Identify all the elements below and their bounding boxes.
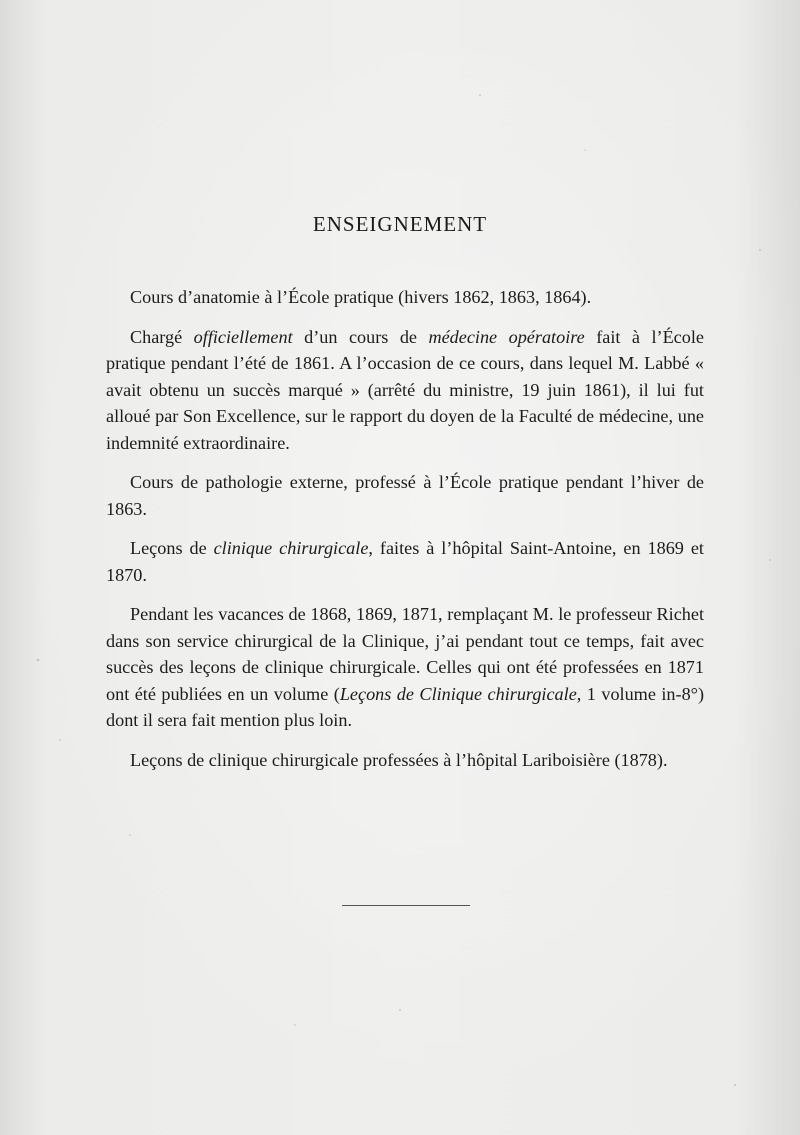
paragraph: [106, 284, 704, 311]
text-segment: Cours d’anatomie à l’École pratique (hivers 1862, 1863, 1864).: [130, 287, 592, 307]
italic-text: médecine opératoire: [428, 326, 585, 347]
page-title: ENSEIGNEMENT: [312, 212, 488, 236]
text-segment: , faites à l’hôpital Saint-Antoine, en 1869 et 1870.: [106, 538, 704, 585]
paragraph: [106, 535, 704, 588]
text-segment: Leçons de clinique chirurgicale professées à l’hôpital Lariboisière (1878).: [130, 749, 668, 770]
section-divider: [342, 905, 470, 906]
paragraph: [106, 324, 704, 457]
text-segment: Pendant les vacances de 1868, 1869, 1871, remplaçant M. le professeur Richet dans son service chirurgical de la Clinique, j’ai pendant tout ce temps, fait avec succès des leçons de clinique chirurgicale. Celles qui ont été professées en 1871 ont été publiées en un volume (: [106, 604, 704, 704]
text-segment: d’un cours de: [292, 326, 429, 347]
text-segment: Cours de pathologie externe, professé à l’École pratique pendant l’hiver de 1863.: [106, 472, 704, 519]
text-segment: fait à l’École pratique pendant l’été de 1861. A l’occasion de ce cours, dans lequel M. Labbé « avait obtenu un succès marqué » (arrêté du ministre, 19 juin 1861), il lui fut alloué par Son Excellence, sur le rapport du doyen de la Faculté de médecine, une indemnité extraordinaire.: [106, 326, 704, 453]
body-text: [106, 284, 704, 786]
italic-text: officiellement: [193, 326, 293, 347]
italic-text: Leçons de Clinique chirurgicale: [339, 683, 577, 704]
text-segment: Chargé: [130, 326, 194, 347]
text-segment: , 1 volume in-8°) dont il sera fait mention plus loin.: [106, 683, 704, 730]
text-segment: Leçons de: [130, 538, 214, 558]
italic-text: clinique chirurgicale: [213, 538, 369, 558]
paragraph: [106, 747, 704, 774]
paragraph: [106, 469, 704, 522]
paragraph: [106, 601, 704, 734]
